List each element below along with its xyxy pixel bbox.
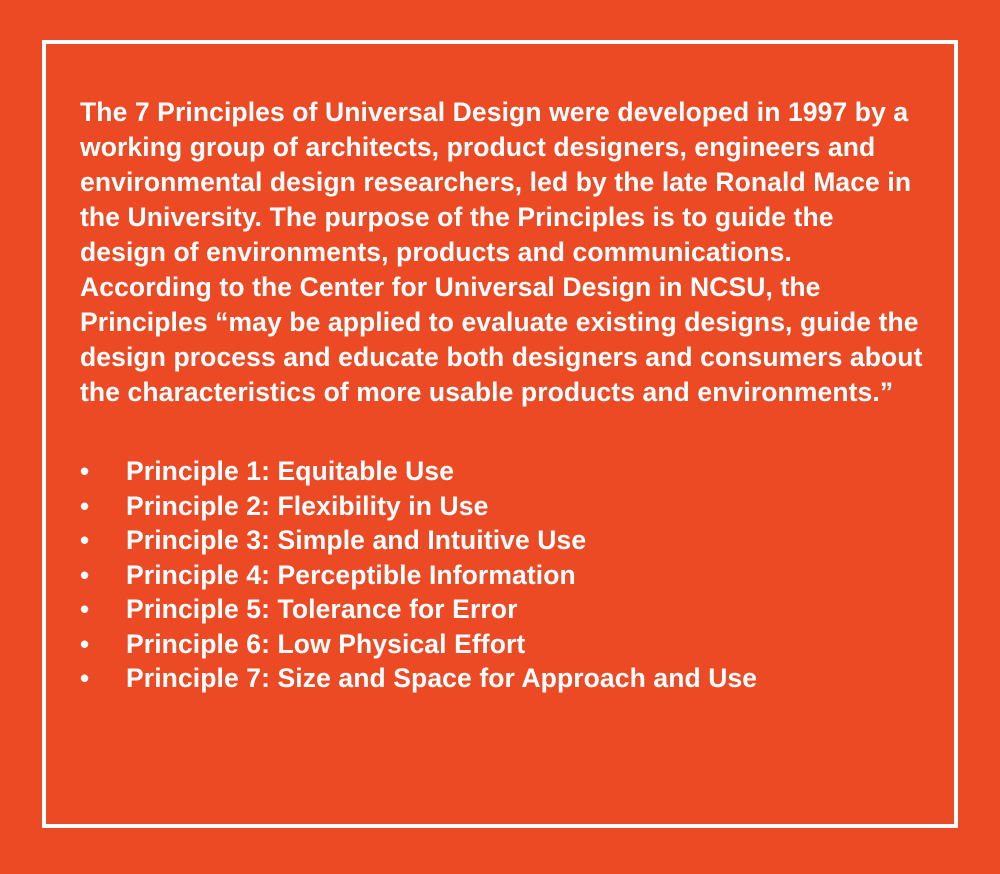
bullet-icon: • — [80, 490, 90, 521]
list-item-label: Principle 2: Flexibility in Use — [126, 490, 489, 521]
list-item — [80, 489, 928, 524]
list-item-label: Principle 3: Simple and Intuitive Use — [126, 525, 587, 555]
body-paragraph: The 7 Principles of Universal Design were developed in 1997 by a working group of architects, product designers, engineers and environmental design researchers, led by the late Ronald Mace in the University. The purpose of the Principles is to guide the design of environments, products and communications. According to the Center for Universal Design in NCSU, the Principles “may be applied to evaluate existing designs, guide the design process and educate both designers and consumers about the characteristics of more usable products and environments.” — [80, 97, 923, 407]
bullet-icon: • — [80, 628, 90, 659]
bullet-icon: • — [80, 663, 90, 693]
principles-list — [80, 454, 928, 696]
bullet-icon: • — [80, 559, 90, 590]
bullet-icon: • — [80, 456, 90, 486]
list-item-label: Principle 6: Low Physical Effort — [126, 628, 526, 659]
list-item — [80, 592, 928, 627]
list-item-label: Principle 7: Size and Space for Approach and Use — [126, 663, 758, 693]
list-item — [80, 454, 928, 489]
list-item-label: Principle 1: Equitable Use — [126, 456, 455, 486]
list-item — [80, 661, 928, 696]
list-item — [80, 558, 928, 593]
list-item — [80, 523, 928, 558]
bullet-icon: • — [80, 525, 90, 555]
slide-content — [80, 95, 928, 696]
list-item-label: Principle 4: Perceptible Information — [126, 559, 576, 590]
list-item — [80, 627, 928, 662]
list-item-label: Principle 5: Tolerance for Error — [126, 594, 518, 624]
bullet-icon: • — [80, 594, 90, 624]
